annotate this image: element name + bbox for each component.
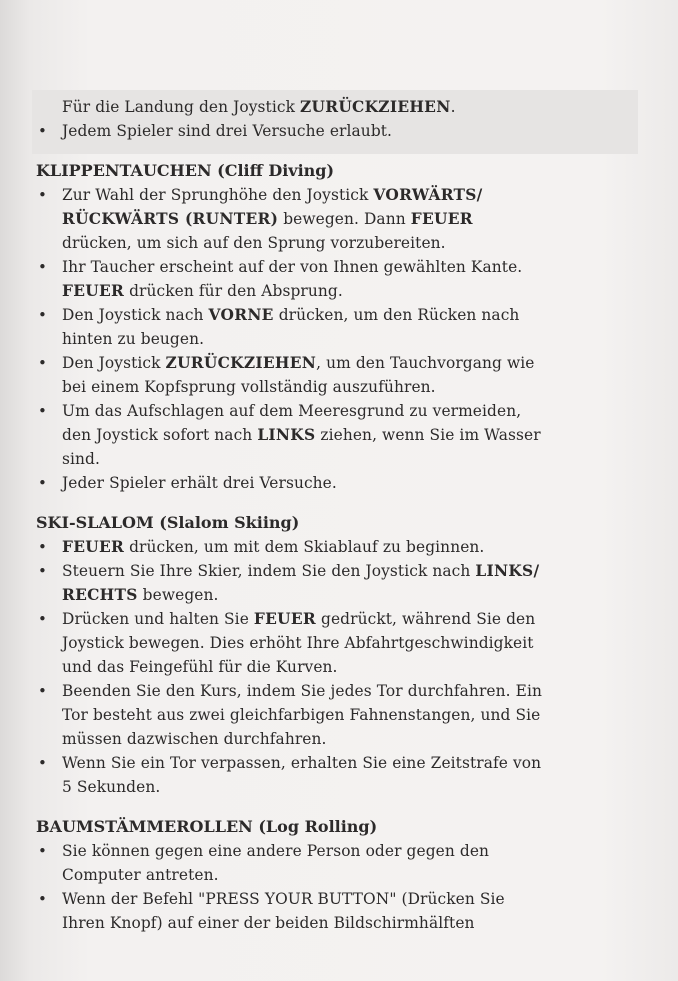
bullet-item <box>36 183 646 255</box>
text-line <box>36 751 646 775</box>
bold-keyword: FEUER <box>62 538 125 556</box>
text-run: Ihren Knopf) auf einer der beiden Bildschirmhälften <box>62 914 475 932</box>
bold-keyword: FEUER <box>62 282 125 300</box>
text-run: Für die Landung den Joystick <box>62 98 300 116</box>
text-line <box>36 775 646 799</box>
text-run: sind. <box>62 450 100 468</box>
document-body <box>36 95 646 935</box>
bold-keyword: VORNE <box>208 306 274 324</box>
text-line <box>36 399 646 423</box>
bold-keyword: RECHTS <box>62 586 138 604</box>
text-run: den Joystick sofort nach <box>62 426 258 444</box>
text-run: hinten zu beugen. <box>62 330 205 348</box>
text-run: drücken, um den Rücken nach <box>273 306 520 324</box>
bullet-item <box>36 559 646 607</box>
text-line <box>36 535 646 559</box>
bullet-item <box>36 303 646 351</box>
text-run: Ihr Taucher erscheint auf der von Ihnen gewählten Kante. <box>62 258 523 276</box>
text-line <box>36 863 646 887</box>
section-heading: BAUMSTÄMMEROLLEN (Log Rolling) <box>36 817 378 836</box>
text-run: müssen dazwischen durchfahren. <box>62 730 327 748</box>
text-run: und das Feingefühl für die Kurven. <box>62 658 338 676</box>
text-line <box>36 375 646 399</box>
text-run: drücken, um mit dem Skiablauf zu beginnen. <box>124 538 485 556</box>
bullet-item <box>36 351 646 399</box>
text-line <box>36 95 646 119</box>
bold-keyword: ZURÜCKZIEHEN <box>165 354 317 372</box>
text-line <box>36 207 646 231</box>
text-run: Beenden Sie den Kurs, indem Sie jedes Tor durchfahren. Ein <box>62 682 542 700</box>
text-run: Wenn Sie ein Tor verpassen, erhalten Sie eine Zeitstrafe von <box>62 754 542 772</box>
bullet-item <box>36 399 646 471</box>
text-line <box>36 303 646 327</box>
text-run: drücken für den Absprung. <box>124 282 343 300</box>
bullet-item <box>36 535 646 559</box>
bullet-item <box>36 255 646 303</box>
text-line <box>36 423 646 447</box>
text-run: Sie können gegen eine andere Person oder gegen den <box>62 842 490 860</box>
text-line <box>36 255 646 279</box>
text-line <box>36 679 646 703</box>
text-line <box>36 351 646 375</box>
text-line <box>36 583 646 607</box>
text-run: Um das Aufschlagen auf dem Meeresgrund zu vermeiden, <box>62 402 522 420</box>
bold-keyword: RÜCKWÄRTS (RUNTER) <box>62 210 279 228</box>
text-run: bewegen. <box>137 586 219 604</box>
bullet-item <box>36 839 646 887</box>
text-line <box>36 327 646 351</box>
text-run: Computer antreten. <box>62 866 219 884</box>
bold-keyword: LINKS <box>257 426 316 444</box>
text-line <box>36 119 646 143</box>
bullet-item <box>36 471 646 495</box>
bullet-item <box>36 751 646 799</box>
text-run: , um den Tauchvorgang wie <box>316 354 535 372</box>
text-line <box>36 471 646 495</box>
bullet-item <box>36 119 646 143</box>
bold-keyword: ZURÜCKZIEHEN <box>299 98 451 116</box>
bullet-item <box>36 607 646 679</box>
text-line <box>36 559 646 583</box>
bullet-item <box>36 679 646 751</box>
text-line <box>36 703 646 727</box>
text-line <box>36 447 646 471</box>
text-line <box>36 911 646 935</box>
bold-keyword: VORWÄRTS/ <box>373 186 483 204</box>
text-run: Joystick bewegen. Dies erhöht Ihre Abfahrtgeschwindigkeit <box>62 634 534 652</box>
text-line <box>36 631 646 655</box>
bullet-item <box>36 887 646 935</box>
text-line <box>36 839 646 863</box>
section-heading: KLIPPENTAUCHEN (Cliff Diving) <box>36 161 335 180</box>
text-run: drücken, um sich auf den Sprung vorzubereiten. <box>62 234 446 252</box>
text-run: Steuern Sie Ihre Skier, indem Sie den Joystick nach <box>62 562 476 580</box>
text-run: Wenn der Befehl "PRESS YOUR BUTTON" (Drücken Sie <box>62 890 505 908</box>
text-run: Tor besteht aus zwei gleichfarbigen Fahnenstangen, und Sie <box>62 706 541 724</box>
text-run: Zur Wahl der Sprunghöhe den Joystick <box>62 186 374 204</box>
text-run: Den Joystick nach <box>62 306 209 324</box>
bold-keyword: LINKS/ <box>475 562 540 580</box>
text-line <box>36 607 646 631</box>
text-line <box>36 183 646 207</box>
text-line <box>36 231 646 255</box>
bold-keyword: FEUER <box>253 610 317 628</box>
text-line <box>36 727 646 751</box>
bold-keyword: FEUER <box>410 210 473 228</box>
section-heading: SKI-SLALOM (Slalom Skiing) <box>36 513 300 532</box>
text-run: . <box>450 98 456 116</box>
text-run: bei einem Kopfsprung vollständig auszuführen. <box>62 378 436 396</box>
text-run: Drücken und halten Sie <box>62 610 254 628</box>
text-run: 5 Sekunden. <box>62 778 161 796</box>
text-run: Jeder Spieler erhält drei Versuche. <box>62 474 337 492</box>
text-run: bewegen. Dann <box>278 210 411 228</box>
text-line <box>36 655 646 679</box>
text-run: gedrückt, während Sie den <box>316 610 536 628</box>
text-run: Den Joystick <box>62 354 166 372</box>
text-line <box>36 887 646 911</box>
paragraph <box>36 95 646 119</box>
text-run: ziehen, wenn Sie im Wasser <box>315 426 541 444</box>
text-line <box>36 279 646 303</box>
text-run: Jedem Spieler sind drei Versuche erlaubt. <box>62 122 393 140</box>
